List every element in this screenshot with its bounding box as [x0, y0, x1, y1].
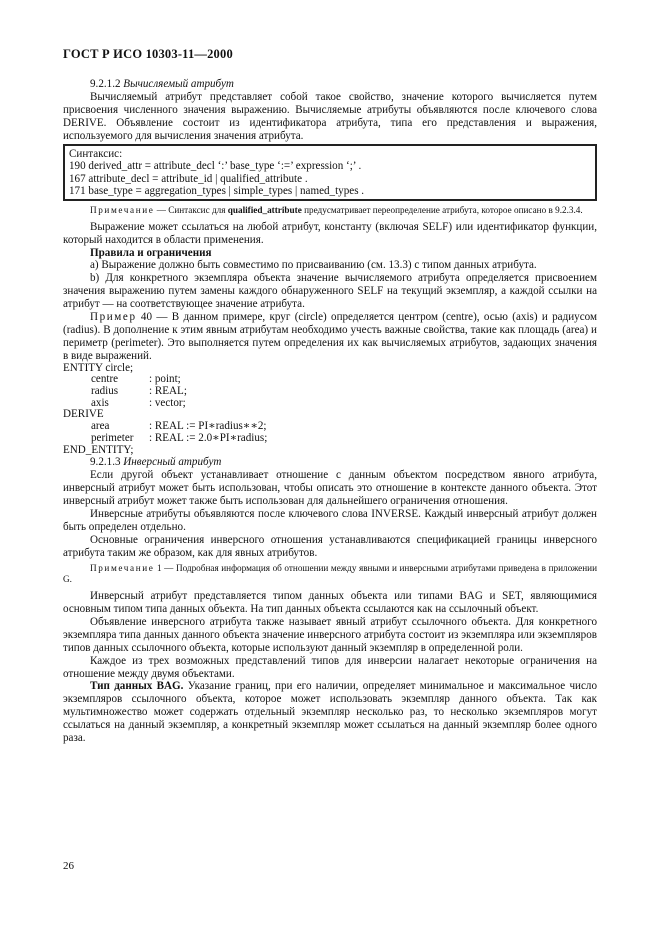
paragraph: Инверсные атрибуты объявляются после ключевого слова INVERSE. Каждый инверсный атрибут должен быть определен отдельно.: [63, 507, 597, 533]
example-paragraph: [63, 311, 597, 363]
code-entity-line: ENTITY circle;: [63, 361, 134, 374]
code-attribute: [63, 374, 597, 386]
paragraph: Если другой объект устанавливает отношение с данным объектом посредством явного атрибута, инверсный атрибут может быть использован, чтобы описать это отношение в контексте данного объекта. Этот инверсный атрибут может также быть использован для дальнейшего ограничения отношения.: [63, 469, 597, 508]
paragraph: Инверсный атрибут представляется типом данных объекта или типами BAG и SET, являющимися основным типом типа данных объекта. На тип данных объекта ссылаются как на ссылочный объект.: [63, 590, 597, 616]
page-number: 26: [63, 860, 74, 872]
example-text: 40 — В данном примере, круг (circle) определяется центром (centre), осью (axis) и радиусом (radius). В дополнение к этим явным атрибутам необходимо учесть важные свойства, такие как площадь (area) и периметр (perimeter). Это выполняется путем определения их как вычисляемых атрибутов, задающих значения в виде выражений.: [63, 311, 597, 362]
code-derived-attribute: [63, 433, 597, 445]
syntax-box: [63, 144, 597, 201]
rules-heading: Правила и ограничения: [90, 246, 212, 259]
code-attr-name: perimeter: [91, 431, 134, 444]
code-attr-type: : REAL;: [149, 385, 187, 398]
bag-label: Тип данных BAG.: [90, 680, 184, 693]
code-attr-name: area: [91, 420, 110, 433]
page-header: ГОСТ Р ИСО 10303-11—2000: [63, 47, 233, 61]
section-heading: [63, 78, 597, 91]
code-attr-type: : point;: [149, 373, 181, 386]
code-listing: [63, 363, 597, 457]
syntax-line: 171 base_type = aggregation_types | simple_types | named_types .: [69, 185, 365, 198]
code-attr-type: : vector;: [149, 396, 186, 409]
rule-b: b) Для конкретного экземпляра объекта значение вычисляемого атрибута определяется присвоением значения выражению путем замены каждого обнаруженного SELF на текущий экземпляр, а каждой ссылки на атрибут — на соответствующее значение атрибута.: [63, 272, 597, 311]
rule-a: a) Выражение должно быть совместимо по присваиванию (см. 13.3) с типом данных атрибута.: [90, 259, 537, 272]
paragraph: Вычисляемый атрибут представляет собой такое свойство, значение которого вычисляется путем присвоения численного значения выражению. Вычисляемые атрибуты объявляются после ключевого слова DERIVE. Объявление состоит из идентификатора атрибута, типа его представления и выражения, используемого для вычисления значения атрибута.: [63, 90, 597, 142]
syntax-title: Синтаксис:: [69, 147, 123, 160]
code-attr-type: : REAL := 2.0∗PI∗radius;: [149, 431, 268, 444]
note: [63, 205, 597, 217]
section-number: 9.2.1.3: [90, 456, 121, 469]
code-attribute: [63, 386, 597, 398]
bag-text: Указание границ, при его наличии, определяет минимальное и максимальное число экземпляров ссылочного объекта, которое может использовать экземпляр данного объекта. Так как мультимножество может содержать отдельный экземпляр несколько раз, то несколько экземпляров могут ссылаться на данный экземпляр, а конкретный экземпляр может ссылаться на данный экземпляр более одного раза.: [63, 680, 598, 745]
code-attr-name: centre: [91, 373, 119, 386]
section-number: 9.2.1.2: [90, 78, 121, 90]
code-attribute: [63, 398, 597, 410]
syntax-line: 167 attribute_decl = attribute_id | qualified_attribute .: [69, 172, 308, 185]
code-attr-type: : REAL := PI∗radius∗∗2;: [149, 420, 267, 433]
syntax-line: 190 derived_attr = attribute_decl ‘:’ base_type ‘:=’ expression ‘;’ .: [69, 160, 362, 173]
example-label: Пример: [90, 311, 137, 324]
section-title: Инверсный атрибут: [123, 456, 222, 469]
page-content: [63, 78, 597, 745]
note-text: 1 — Подробная информация об отношении между явными и инверсными атрибутами приведена в приложении G.: [63, 562, 597, 585]
code-derived-attribute: [63, 421, 597, 433]
note-text: предусматривает переопределение атрибута, которое описано в 9.2.3.4.: [301, 204, 583, 215]
paragraph: Основные ограничения инверсного отношения устанавливаются спецификацией границы инверсного атрибута таким же образом, как для явных атрибутов.: [63, 533, 597, 559]
paragraph: Каждое из трех возможных представлений типов для инверсии налагает некоторые ограничения на отношение между двумя объектами.: [63, 654, 597, 680]
code-attr-name: radius: [91, 385, 119, 398]
paragraph: Объявление инверсного атрибута также называет явный атрибут ссылочного объекта. Для конкретного экземпляра типа данных данного объекта значение инверсного атрибута состоит из экземпляра или экземпляров типов данных ссылочного объекта, которые используют данный экземпляр в определенной роли.: [63, 615, 597, 654]
code-end-line: END_ENTITY;: [63, 443, 134, 456]
section-heading: [63, 456, 597, 469]
note-label: Примечание: [90, 562, 155, 573]
paragraph: [63, 680, 597, 745]
note-keyword: qualified_attribute: [227, 204, 302, 215]
code-derive-keyword: DERIVE: [63, 408, 104, 421]
paragraph: Выражение может ссылаться на любой атрибут, константу (включая SELF) или идентификатор функции, который находится в области применения.: [63, 220, 597, 246]
note: [63, 563, 597, 587]
note-label: Примечание: [90, 204, 155, 215]
note-text: — Синтаксис для: [154, 204, 228, 215]
section-title: Вычисляемый атрибут: [123, 78, 234, 90]
code-attr-name: axis: [91, 396, 109, 409]
